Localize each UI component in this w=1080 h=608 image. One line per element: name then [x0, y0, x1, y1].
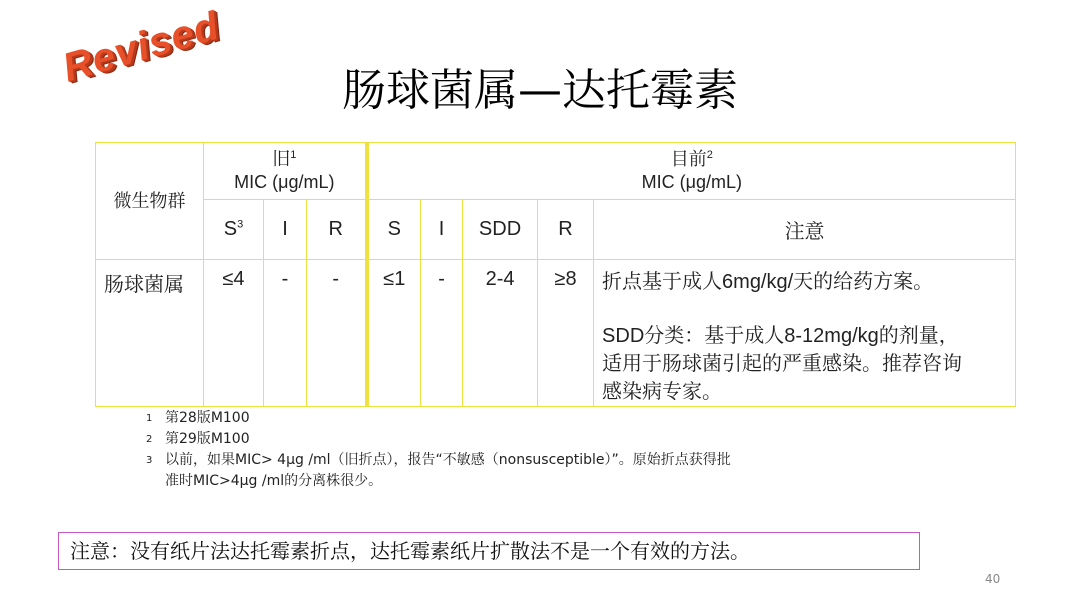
old-s-cell: ≤4 [204, 260, 264, 407]
note-sdd-line2: 适用于肠球菌引起的严重感染。推荐咨询 [602, 353, 963, 375]
organism-header: 微生物群 [96, 143, 204, 260]
breakpoint-table [95, 142, 1016, 407]
current-header-title: 目前 [670, 149, 707, 169]
cur-sdd-cell: 2-4 [463, 260, 538, 407]
footnote-1-text: 第28版M100 [165, 410, 250, 426]
cur-sdd-header: SDD [463, 200, 538, 260]
note-dosing: 折点基于成人6mg/kg/天的给药方案。 [602, 271, 934, 293]
current-header-unit: MIC (μg/mL) [641, 172, 742, 192]
footnote-3-number: 3 [146, 455, 153, 466]
footnotes [146, 408, 906, 492]
footnote-3-text-line1: 以前，如果MIC> 4μg /ml（旧折点），报告“不敏感（nonsusceptible）”。原始折点获得批 [165, 452, 731, 468]
cur-s-header: S [367, 200, 421, 260]
old-header [204, 143, 367, 200]
cur-s-cell: ≤1 [367, 260, 421, 407]
header-row-columns [96, 200, 1016, 260]
old-s-header: $S^3$ [204, 200, 264, 260]
page-number: 40 [985, 572, 1001, 586]
footnote-2-number: 2 [146, 434, 153, 445]
old-header-unit: MIC (μg/mL) [234, 172, 335, 192]
organism-cell: 肠球菌属 [96, 260, 204, 407]
old-i-cell: - [264, 260, 307, 407]
footnote-3 [146, 450, 906, 471]
old-i-header: I [264, 200, 307, 260]
revised-stamp: Revised [58, 3, 225, 91]
footnote-3-text-line2: 准时MIC>4μg /ml的分离株很少。 [165, 473, 383, 489]
slide-title: 肠球菌属—达托霉素 [342, 65, 738, 116]
current-header-sup: 2 [706, 149, 713, 161]
notes-header: 注意 [594, 200, 1016, 260]
footnote-3-continued [146, 471, 906, 492]
footnote-2 [146, 429, 906, 450]
footnote-1 [146, 408, 906, 429]
cur-r-header: R [538, 200, 594, 260]
old-header-title: 旧 [272, 149, 291, 169]
disk-diffusion-notice: 注意：没有纸片法达托霉素折点，达托霉素纸片扩散法不是一个有效的方法。 [58, 532, 920, 570]
notes-cell [594, 260, 1016, 407]
old-s-sup: 3 [237, 218, 244, 231]
footnote-1-number: 1 [146, 413, 153, 424]
old-header-sup: 1 [290, 149, 297, 161]
footnote-2-text: 第29版M100 [165, 431, 250, 447]
note-sdd-line1: SDD分类：基于成人8-12mg/kg的剂量， [602, 325, 959, 347]
table-row [96, 260, 1016, 407]
note-sdd-line3: 感染病专家。 [602, 381, 723, 403]
header-row-top [96, 143, 1016, 200]
cur-r-cell: ≥8 [538, 260, 594, 407]
old-r-header: R [307, 200, 367, 260]
cur-i-cell: - [421, 260, 463, 407]
current-header [367, 143, 1016, 200]
cur-i-header: I [421, 200, 463, 260]
old-r-cell: - [307, 260, 367, 407]
